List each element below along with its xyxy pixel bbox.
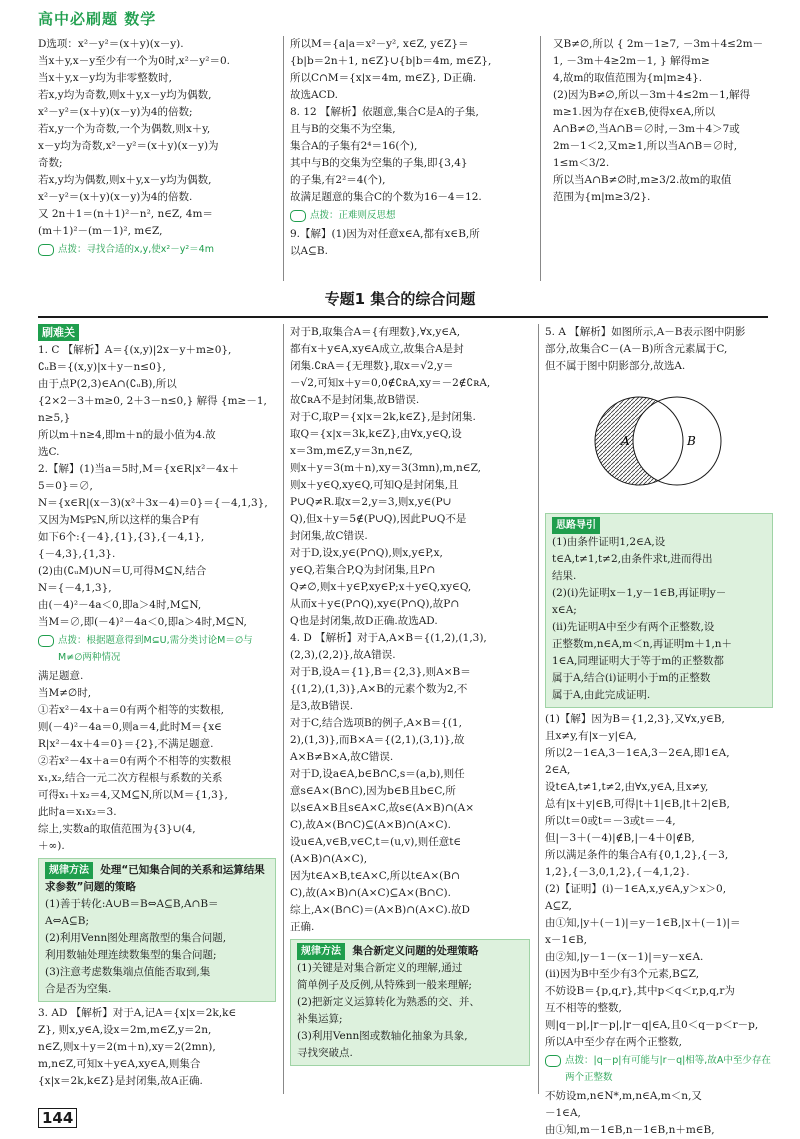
text-line: ②若x²－4x＋a＝0有两个不相等的实数根 [38,755,232,767]
method-box-title: 处理“已知集合间的关系和运算结果求参数”问题的策略 [45,864,265,893]
text-line: 奇数; [38,157,63,169]
hint-tip: 点拨：寻找合适的x,y,使x²－y²＝4m [38,241,276,258]
text-line: 所以A中至少存在两个正整数, [545,1036,682,1048]
text-line: {(1,2),(1,3)},A×B的元素个数为2,不 [290,683,468,695]
text-line: 综上,实数a的取值范围为{3}∪(4, [38,823,196,835]
text-line: 当M≠∅时, [38,687,92,699]
text-line: 寻找突破点. [297,1047,353,1059]
text-line: 3. AD 【解析】对于A,记A＝{x|x＝2k,k∈ [38,1007,237,1019]
text-line: (2)(ⅰ)先证明x－1,y－1∈B,再证明y－ [552,587,727,599]
text-line: A⇔A⊆B; [45,915,90,927]
text-line: 8. 12 【解析】依题意,集合C是A的子集, [290,106,479,118]
text-line: 可得x₁＋x₂＝4,又M⊆N,所以M＝{1,3}, [38,789,228,801]
text-line: 利用数轴处理连续数集型的集合问题; [45,949,217,961]
text-line: 1≤m＜3/2. [553,157,610,169]
text-line: 对于D,设a∈A,b∈B∩C,s＝(a,b),则任 [290,768,465,780]
text-line: 对于D,设x,y∈(P∩Q),则x,y∈P,x, [290,547,443,559]
method-box-items [297,960,523,1062]
text-line: 当x＋y,x－y均为非零整数时, [38,72,172,84]
text-line: N＝{x∈R|(x－3)(x²＋3x－4)＝0}＝{－4,1,3}, [38,497,268,509]
text-line: 但|－3＋(－4)|∉B,|－4＋0|∉B, [545,832,695,844]
text-line: 所以t＝0或t＝－3或t＝－4, [545,815,676,827]
text-line: 以s∈A×B且s∈A×C,故s∈(A×B)∩(A× [290,802,475,814]
text-line: (3)注意考虑数集端点值能否取到,集 [45,966,211,978]
text-line: 合是否为空集. [45,983,112,995]
q4-solution [290,630,530,936]
text-line: t∈A,t≠1,t≠2,由条件求t,进而得出 [552,553,713,565]
text-line: (2)把新定义运算转化为熟悉的交、并、 [297,996,480,1008]
text-line: 且与B的交集不为空集, [290,123,396,135]
text-line: 由①知,|y＋(－1)|＝y－1∈B,|x＋(－1)|＝ [545,917,741,929]
text-line: 4. D 【解析】对于A,A×B＝{(1,2),(1,3), [290,632,487,644]
text-line: 1. C 【解析】A＝{(x,y)|2x－y＋m≥0}, [38,344,232,356]
page-number: 144 [38,1108,77,1128]
text-line: x＝3m,m∈Z,y＝3n,n∈Z, [290,445,413,457]
text-line: A∩B≠∅,当A∩B＝∅时,－3m＋4＞7或 [553,123,740,135]
q2-solution [38,461,276,631]
text-line: x∈A; [552,604,577,616]
text-line: 从而x＋y∈(P∩Q),xy∈(P∩Q),故P∩ [290,598,460,610]
top-col1-lines [38,36,276,240]
text-line: {－4,3},{1,3}. [38,548,116,560]
text-line: －1∈A, [545,1107,581,1119]
text-line: (1)关键是对集合新定义的理解,通过 [297,962,463,974]
text-line: 则x＋y＝3(m＋n),xy＝3(3mn),m,n∈Z, [290,462,482,474]
text-line: Z}, 则x,y∈A,设x＝2m,m∈Z,y＝2n, [38,1024,212,1036]
q3-solution-cont [290,324,530,630]
text-line: {2×2－3＋m≥0, 2＋3－n≤0,} 解得 {m≥－1, n≥5,} [38,395,267,424]
page-header-title: 高中必刷题 数学 [38,10,157,28]
text-line: P∪Q≠R.取x＝2,y＝3,则x,y∈(P∪ [290,496,452,508]
text-line: 2∈A, [545,764,571,776]
text-line: 综上,A×(B∩C)＝(A×B)∩(A×C).故D [290,904,470,916]
text-line: 如下6个:{－4},{1},{3},{－4,1}, [38,531,205,543]
text-line: 1∈A,同理证明大于等于m的正整数都 [552,655,724,667]
text-line: x－y均为奇数,x²－y²＝(x＋y)(x－y)为 [38,140,219,152]
text-line: (1)善于转化:A∪B＝B⇔A⊆B,A∩B＝ [45,898,219,910]
text-line: 因为t∈A×B,t∈A×C,所以t∈A×(B∩ [290,870,460,882]
text-line: 1,2},{－3,0,1,2},{－4,1,2}. [545,866,690,878]
top-column-1 [38,36,276,260]
text-line: 封闭集,故C错误. [290,530,368,542]
text-line: 由①知,m－1∈B,n－1∈B,n＋m∈B, [545,1124,715,1136]
text-line: 且x≠y,有|x－y|∈A, [545,730,637,742]
text-line: 5＝0}＝∅, [38,480,93,492]
text-line: x²－y²＝(x＋y)(x－y)为4的倍数; [38,106,193,118]
set-a-label: A [621,434,630,448]
text-line: 对于B,设A＝{1},B＝{2,3},则A×B＝ [290,666,471,678]
text-line: Q也是封闭集,故D正确.故选AD. [290,615,438,627]
thinking-guide-items [552,534,766,704]
thinking-guide-label: 思路导引 [552,517,600,534]
main-column-1 [38,324,276,1090]
text-line: N＝{－4,1,3}, [38,582,112,594]
hint-tip: 点拨：|q－p|有可能与|r－q|相等,故A中至少存在两个正整数 [545,1052,773,1086]
section-title: 专题1 集合的综合问题 [324,290,476,308]
q1-solution [38,342,276,461]
text-line: 又B≠∅,所以 { 2m－1≥7, －3m＋4≤2m－1, －3m＋4≥2m－1, } 解得m≥ [553,38,764,67]
text-line: 5. A 【解析】如图所示,A－B表示图中阴影 [545,326,746,338]
text-line: (ⅱ)先证明A中至少有两个正整数,设 [552,621,715,633]
method-box [38,858,276,1002]
text-line: 简单例子及反例,从特殊到一般来理解; [297,979,472,991]
text-line: 此时a＝x₁x₂＝3. [38,806,117,818]
method-box-label: 规律方法 [45,862,93,879]
main-column-2 [290,324,530,1069]
text-line: 对于B,取集合A＝{有理数},∀x,y∈A, [290,326,461,338]
text-line: 由②知,|y－1－(x－1)|＝y－x∈A. [545,951,704,963]
text-line: 以A⊆B. [290,245,328,257]
text-line: 属于A,结合(ⅰ)证明小于m的正整数 [552,672,711,684]
text-line: (m＋1)²－(m－1)², m∈Z, [38,225,163,237]
text-line: 都有x＋y∈A,xy∈A成立,故集合A是封 [290,343,464,355]
text-line: A×B≠B×A,故C错误. [290,751,394,763]
column-divider [283,324,284,1094]
text-line: 设t∈A,t≠1,t≠2,由∀x,y∈A,且x≠y, [545,781,709,793]
text-line: 总有|x＋y|∈B,可得|t＋1|∈B,|t＋2|∈B, [545,798,730,810]
text-line: (1)【解】因为B＝{1,2,3},又∀x,y∈B, [545,713,725,725]
top-column-2 [290,36,530,260]
text-line: 由(－4)²－4a＜0,即a＞4时,M⊆N, [38,599,202,611]
text-line: 当M＝∅,即(－4)²－4a＜0,即a＞4时,M⊆N, [38,616,247,628]
text-line: y∈Q,若集合P,Q为封闭集,且P∩ [290,564,436,576]
text-line: 4,故m的取值范围为{m|m≥4}. [553,72,703,84]
text-line: x－1∈B, [545,934,587,946]
text-line: 故满足题意的集合C的个数为16－4＝12. [290,191,482,203]
text-line: 满足题意. [38,670,84,682]
text-line: 不妨设B＝{p,q,r},其中p＜q＜r,p,q,r为 [545,985,735,997]
text-line: 但不属于图中阴影部分,故选A. [545,360,686,372]
text-line: 取Q＝{x|x＝3k,k∈Z},由∀x,y∈Q,设 [290,428,462,440]
text-line: Q≠∅,则x＋y∈P,xy∈P;x＋y∈Q,xy∈Q, [290,581,472,593]
text-line: 则x＋y∈Q,xy∈Q,可知Q是封闭集,且 [290,479,459,491]
set-b-label: B [687,434,696,448]
text-line: 若x,y均为偶数,则x＋y,x－y均为偶数, [38,174,212,186]
text-line: (2)【证明】(ⅰ)－1∈A,x,y∈A,y＞x＞0, [545,883,727,895]
text-line: 若x,y一个为奇数,一个为偶数,则x＋y, [38,123,211,135]
text-line: 闭集.∁ʀA＝{无理数},取x＝√2,y＝ [290,360,454,372]
text-line: 意s∈A×(B∩C),因为b∈B且b∈C,所 [290,785,456,797]
text-line: 对于C,结合选项B的例子,A×B＝{(1, [290,717,462,729]
text-line: 则|q－p|,|r－p|,|r－q|∈A,且0＜q－p＜r－p, [545,1019,759,1031]
text-line: x₁,x₂,结合一元二次方程根与系数的关系 [38,772,223,784]
text-line: 又因为M⫋P⫋N,所以这样的集合P有 [38,514,200,526]
hint-tip: 点拨：根据题意得到M⊆U,需分类讨论M＝∅与M≠∅两种情况 [38,632,276,666]
top-column-3 [553,36,773,206]
text-line: Q),但x＋y＝5∉(P∪Q),因此P∪Q不是 [290,513,467,525]
text-line: 范围为{m|m≥3/2}. [553,191,651,203]
text-line: C),故A×(B∩C)⊆(A×B)∩(A×C). [290,819,451,831]
text-line: {x|x＝2k,k∈Z}是封闭集,故A正确. [38,1075,203,1087]
q5-solution [545,324,773,375]
text-line: ∁ᵤB＝{(x,y)|x＋y－n≤0}, [38,361,166,373]
method-box [290,939,530,1066]
text-line: 又 2n＋1＝(n＋1)²－n², n∈Z, 4m＝ [38,208,213,220]
venn-diagram [575,381,773,507]
text-line: (2)因为B≠∅,所以－3m＋4≤2m－1,解得 [553,89,751,101]
text-line: 结果. [552,570,577,582]
text-line: 其中与B的交集为空集的子集,即{3,4} [290,157,468,169]
method-box-items [45,896,269,998]
q6-solution [545,711,773,1051]
text-line: 正确. [290,921,315,933]
text-line: 2),(1,3)},而B×A＝{(2,1),(3,1)},故 [290,734,465,746]
text-line: 若x,y均为奇数,则x＋y,x－y均为偶数, [38,89,212,101]
column-divider [538,324,539,1094]
text-line: 所以C∩M＝{x|x＝4m, m∈Z}, D正确. [290,72,477,84]
text-line: 不妨设m,n∈N*,m,n∈A,m＜n,又 [545,1090,702,1102]
text-line: (2)利用Venn图处理离散型的集合问题, [45,932,227,944]
venn-svg [575,381,745,501]
text-line: A⊆Z, [545,900,572,912]
text-line: 正整数m,n∈A,m＜n,再证明m＋1,n＋ [552,638,733,650]
text-line: －√2,可知x＋y＝0,0∉∁ʀA,xy＝－2∉∁ʀA, [290,377,491,389]
text-line: 所以m＋n≥4,即m＋n的最小值为4.故 [38,429,216,441]
section-rule [38,316,768,318]
top-col2-lines [290,36,530,206]
text-line: C),故(A×B)∩(A×C)⊆A×(B∩C). [290,887,451,899]
text-line: R|x²－4x＋4＝0}＝{2},不满足题意. [38,738,214,750]
hint-tip: 点拨：正难则反思想 [290,207,530,224]
column-divider [540,36,541,281]
method-box-title: 集合新定义问题的处理策略 [352,945,479,957]
text-line: 所以当A∩B≠∅时,m≥3/2.故m的取值 [553,174,732,186]
main-column-3 [545,324,773,1139]
difficulty-badge: 刷难关 [38,324,79,341]
text-line: (A×B)∩(A×C), [290,853,368,865]
text-line: 对于C,取P＝{x|x＝2k,k∈Z},是封闭集. [290,411,476,423]
text-line: 所以满足条件的集合A有{0,1,2},{－3, [545,849,729,861]
text-line: D选项：x²－y²＝(x＋y)(x－y). [38,38,184,50]
text-line: 由于点P(2,3)∈A∩(∁ᵤB),所以 [38,378,177,390]
column-divider [283,36,284,281]
q3-solution [38,1005,276,1090]
text-line: 是3,故B错误. [290,700,354,712]
text-line: x²－y²＝(x＋y)(x－y)为4的倍数. [38,191,193,203]
text-line: (3)利用Venn图或数轴化抽象为具象, [297,1030,468,1042]
text-line: 的子集,有2²＝4(个), [290,174,386,186]
text-line: (2,3),(2,2)},故A错误. [290,649,396,661]
method-box-label: 规律方法 [297,943,345,960]
text-line: ＋∞). [38,840,65,852]
top-col2-after [290,226,530,260]
q6-solution-cont [545,1088,773,1139]
text-line: 互不相等的整数, [545,1002,622,1014]
text-line: 设u∈A,v∈B,v∈C,t＝(u,v),则任意t∈ [290,836,462,848]
text-line: m≥1.因为存在x∈B,使得x∈A,所以 [553,106,716,118]
text-line: n∈Z,则x＋y＝2(m＋n),xy＝2(2mn), [38,1041,216,1053]
text-line: 故选ACD. [290,89,338,101]
text-line: 则(－4)²－4a＝0,则a＝4,此时M＝{x∈ [38,721,222,733]
text-line: 所以2－1∈A,3－1∈A,3－2∈A,即1∈A, [545,747,730,759]
top-col3-lines [553,36,773,206]
text-line: (2)由(∁ᵤM)∪N＝U,可得M⊆N,结合 [38,565,207,577]
text-line: 部分,故集合C－(A－B)所含元素属于C, [545,343,728,355]
text-line: 2.【解】(1)当a＝5时,M＝{x∈R|x²－4x＋ [38,463,239,475]
thinking-guide-box [545,513,773,708]
text-line: {b|b＝2n＋1, n∈Z}∪{b|b＝4m, m∈Z}, [290,55,492,67]
text-line: 当x＋y,x－y至少有一个为0时,x²－y²＝0. [38,55,230,67]
text-line: 所以M＝{a|a＝x²－y², x∈Z, y∈Z}＝ [290,38,469,50]
text-line: (1)由条件证明1,2∈A,设 [552,536,666,548]
q2-solution-cont [38,668,276,855]
text-line: ①若x²－4x＋a＝0有两个相等的实数根, [38,704,225,716]
text-line: m,n∈Z,可知x＋y∈A,xy∈A,则集合 [38,1058,201,1070]
text-line: 故∁ʀA不是封闭集,故B错误. [290,394,420,406]
text-line: 9.【解】(1)因为对任意x∈A,都有x∈B,所 [290,228,480,240]
text-line: 选C. [38,446,60,458]
text-line: (ⅱ)因为B中至少有3个元素,B⊆Z, [545,968,700,980]
text-line: 2m－1＜2,又m≥1,所以当A∩B＝∅时, [553,140,738,152]
text-line: 集合A的子集有2⁴＝16(个), [290,140,418,152]
text-line: 属于A,由此完成证明. [552,689,651,701]
text-line: 补集运算; [297,1013,343,1025]
